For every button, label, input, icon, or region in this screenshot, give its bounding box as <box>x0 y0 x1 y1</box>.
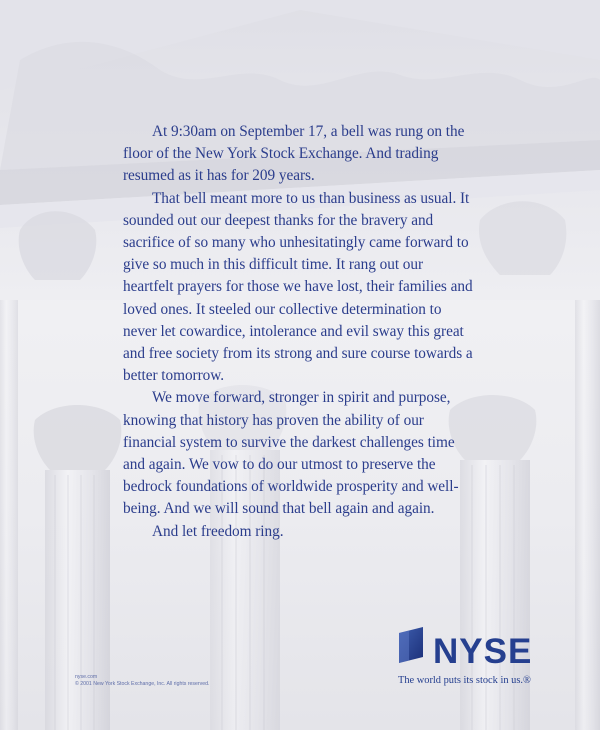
letter-paragraph: And let freedom ring. <box>152 522 284 540</box>
nyse-wordmark: NYSE <box>433 632 533 671</box>
letter-paragraph: We move forward, stronger in spirit and purpose, knowing that history has proven the ability of our financial system to survive the darkest challenges time and again. We vow to do our utmost to preserve the bedrock foundations of worldwide prosperity and well-being. And we will sound that bell again and again. <box>123 389 459 518</box>
nyse-logo <box>398 627 538 691</box>
nyse-tagline: The world puts its stock in us.® <box>398 675 531 686</box>
nyse-logo-mark-icon <box>399 627 423 663</box>
letter-paragraph: That bell meant more to us than business as usual. It sounded out our deepest thanks for the bravery and sacrifice of so many who unhesitatingly came forward to give so much in this difficult time. It rang out our heartfelt prayers for those we have lost, their families and loved ones. It steeled our collective determination to never let cowardice, intolerance and evil sway this great and free society from its strong and sure course towards a better tomorrow. <box>123 189 473 385</box>
copyright-text: © 2001 New York Stock Exchange, Inc. All rights reserved. <box>75 681 210 687</box>
footer-legal <box>75 674 209 688</box>
website-link[interactable]: nyse.com <box>75 674 98 680</box>
letter-paragraph: At 9:30am on September 17, a bell was rung on the floor of the New York Stock Exchange. And trading resumed as it has for 209 years. <box>123 123 465 185</box>
letter-body <box>123 121 473 543</box>
